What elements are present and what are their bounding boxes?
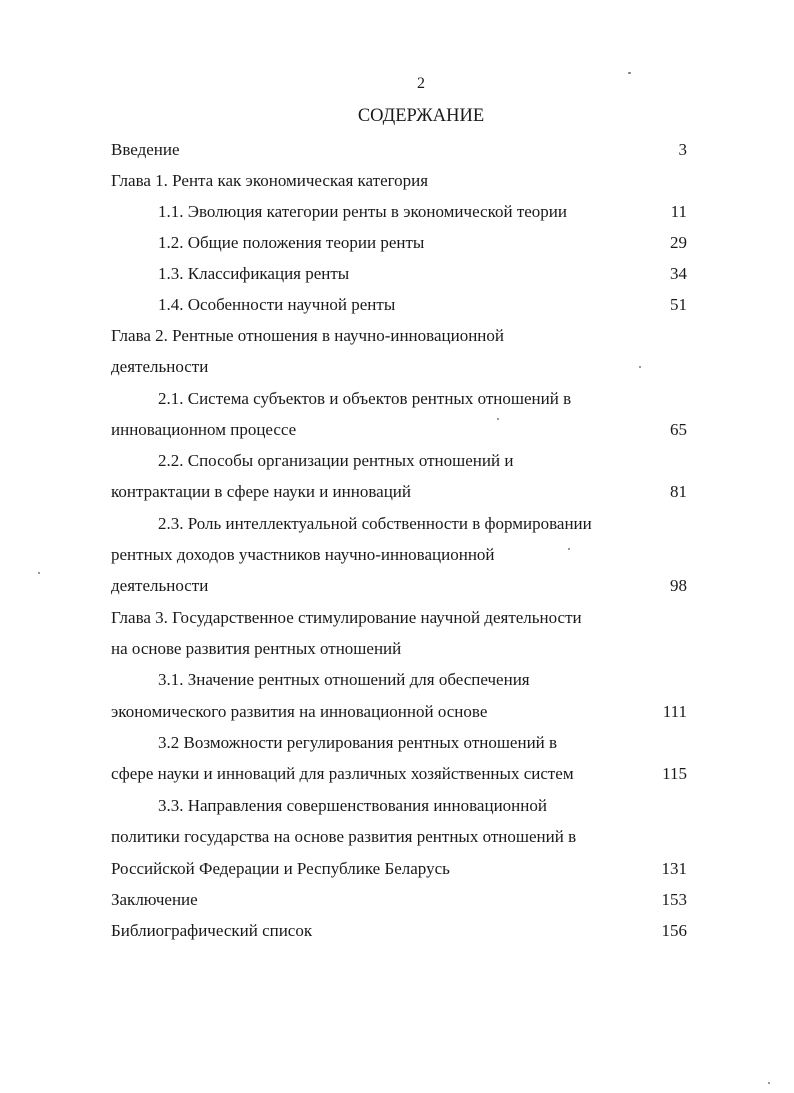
toc-entry-text: Библиографический список	[111, 921, 313, 940]
toc-entry-page: 111	[662, 702, 687, 721]
toc-entry-section-3-3-cont	[0, 821, 794, 852]
toc-entry-text: 1.1. Эволюция категории ренты в экономической теории	[158, 202, 568, 221]
toc-entry-text: Российской Федерации и Республике Беларусь	[111, 859, 450, 878]
scan-speck	[38, 572, 40, 574]
toc-entry-chapter-3	[0, 602, 794, 633]
toc-entry-text: деятельности	[111, 576, 209, 595]
toc-entry-text: 3.2 Возможности регулирования рентных отношений в	[158, 733, 558, 752]
toc-entry-section-3-1-cont	[0, 696, 794, 727]
toc-entry-section-3-2	[0, 727, 794, 758]
toc-entry-text: Глава 2. Рентные отношения в научно-инновационной	[111, 326, 504, 345]
toc-entry-text: инновационном процессе	[111, 420, 297, 439]
toc-entry-conclusion	[0, 884, 794, 915]
scan-speck	[768, 1082, 770, 1084]
toc-entry-page: 156	[661, 921, 687, 940]
toc-entry-text: Заключение	[111, 890, 198, 909]
toc-entry-page: 98	[670, 576, 687, 595]
toc-entry-text: 2.1. Система субъектов и объектов рентных отношений в	[158, 389, 572, 408]
toc-entry-page: 11	[670, 202, 687, 221]
toc-entry-text: Глава 1. Рента как экономическая категория	[111, 171, 429, 190]
toc-entry-text: политики государства на основе развития рентных отношений в	[111, 827, 577, 846]
toc-entry-section-3-2-cont	[0, 758, 794, 789]
toc-entry-section-2-1-cont	[0, 414, 794, 445]
toc-entry-text: 1.2. Общие положения теории ренты	[158, 233, 425, 252]
toc-entry-page: 29	[670, 233, 687, 252]
toc-entry-text: 1.4. Особенности научной ренты	[158, 295, 396, 314]
toc-entry-page: 34	[670, 264, 687, 283]
toc-entry-section-3-3-cont	[0, 853, 794, 884]
toc-entry-section-1-4	[0, 289, 794, 320]
toc-entry-chapter-2	[0, 320, 794, 351]
toc-entry-chapter-1	[0, 165, 794, 196]
toc-entry-text: 1.3. Классификация ренты	[158, 264, 350, 283]
toc-entry-section-2-3-cont	[0, 539, 794, 570]
toc-entry-section-2-3-cont	[0, 570, 794, 601]
toc-entry-text: 3.3. Направления совершенствования инновационной	[158, 796, 547, 815]
toc-entry-chapter-2-cont	[0, 351, 794, 382]
toc-entry-section-1-3	[0, 258, 794, 289]
toc-entry-text: Глава 3. Государственное стимулирование научной деятельности	[111, 608, 582, 627]
toc-entry-text: рентных доходов участников научно-инновационной	[111, 545, 495, 564]
toc-entry-text: 3.1. Значение рентных отношений для обеспечения	[158, 670, 530, 689]
toc-entry-text: Введение	[111, 140, 180, 159]
toc-entry-text: 2.3. Роль интеллектуальной собственности в формировании	[158, 514, 592, 533]
toc-entry-section-3-1	[0, 664, 794, 695]
toc-entry-text: контрактации в сфере науки и инноваций	[111, 482, 411, 501]
toc-entry-text: экономического развития на инновационной основе	[111, 702, 488, 721]
toc-entry-section-2-2	[0, 445, 794, 476]
page-title: СОДЕРЖАНИЕ	[357, 106, 485, 126]
toc-entry-bibliography	[0, 915, 794, 946]
toc-entry-text: деятельности	[111, 357, 209, 376]
toc-entry-section-2-2-cont	[0, 476, 794, 507]
toc-entry-page: 65	[670, 420, 687, 439]
scan-speck	[639, 366, 641, 368]
toc-entry-section-2-3	[0, 508, 794, 539]
toc-entry-page: 153	[661, 890, 687, 909]
toc-entry-section-1-1	[0, 196, 794, 227]
toc-entry-page: 3	[678, 140, 687, 159]
scan-speck	[628, 72, 631, 74]
toc-entry-page: 115	[662, 764, 687, 783]
scan-speck	[568, 548, 570, 550]
toc-entry-page: 51	[670, 295, 687, 314]
toc-entry-text: на основе развития рентных отношений	[111, 639, 402, 658]
page-number: 2	[417, 75, 425, 92]
toc-entry-text: 2.2. Способы организации рентных отношений и	[158, 451, 514, 470]
scan-speck	[497, 418, 499, 420]
toc-entry-text: сфере науки и инноваций для различных хозяйственных систем	[111, 764, 574, 783]
toc-entry-section-2-1	[0, 383, 794, 414]
toc-entry-section-3-3	[0, 790, 794, 821]
toc-entry-chapter-3-cont	[0, 633, 794, 664]
toc-entry-page: 81	[670, 482, 687, 501]
toc-entry-section-1-2	[0, 227, 794, 258]
toc-entry-introduction	[0, 134, 794, 165]
toc-entry-page: 131	[661, 859, 687, 878]
